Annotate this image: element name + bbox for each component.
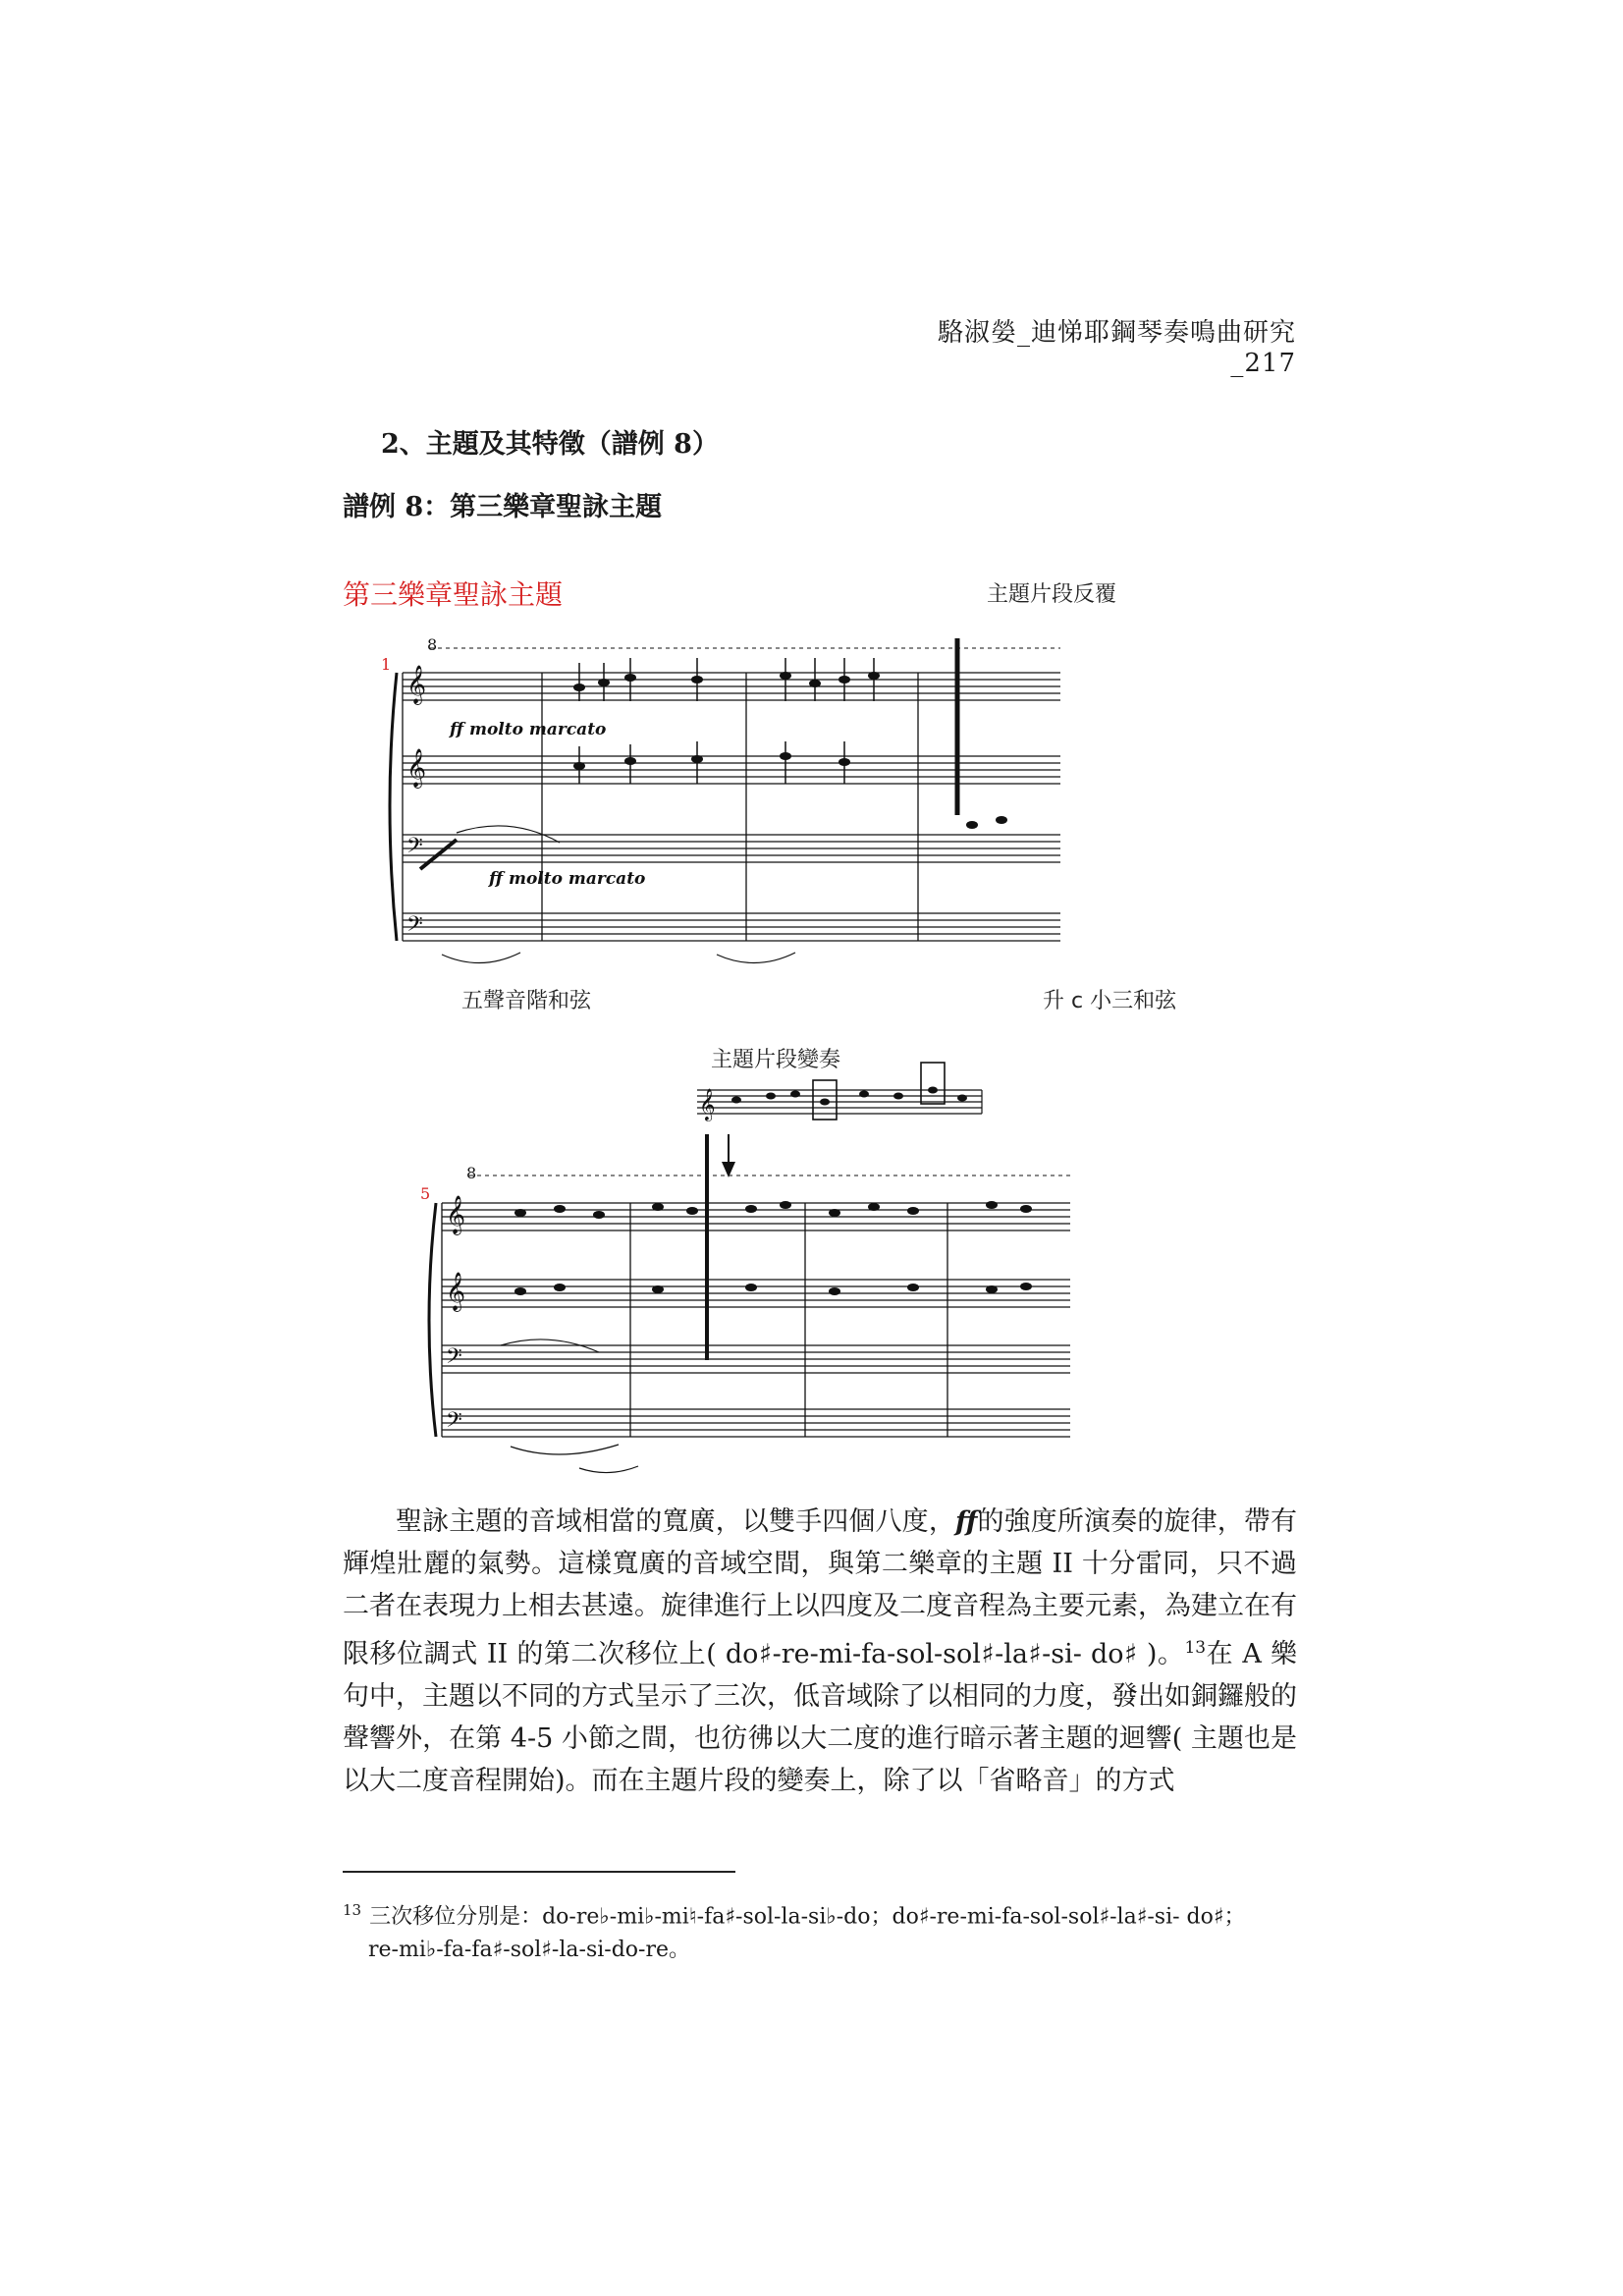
body-paragraph: 聖詠主題的音域相當的寬廣，以雙手四個八度，ff的強度所演奏的旋律，帶有輝煌壯麗的氣勢。這樣寬廣的音域空間，與第二樂章的主題 II 十分雷同，只不過二者在表現力上相去甚遠。旋律進行上以四度及二度音程為主要元素，為建立在有限移位調式 II 的第二次移位上( do♯-re-mi-fa-sol-sol♯-la♯-si- do♯ )。$^{13}$在 A 樂句中，主題以不同的方式呈示了三次，低音域除了以相同的力度，發出如銅鑼般的聲響外，在第 4-5 小節之間，也彷彿以大二度的進行暗示著主題的迴響( 主題也是以大二度音程開始)。而在主題片段的變奏上，除了以「省略音」的方式 — [343, 1506, 1298, 1796]
svg-text:𝄢: 𝄢 — [446, 1344, 462, 1374]
score-system-1 — [373, 619, 1080, 992]
measure-number-1: 1 — [381, 655, 392, 674]
footnote-ref: 13 — [1184, 1638, 1207, 1658]
figure-red-caption: 第三樂章聖詠主題 — [343, 578, 564, 611]
measure-number-5: 5 — [420, 1184, 431, 1203]
svg-text:𝄞: 𝄞 — [446, 1195, 466, 1234]
dynamic-marking-2: ff molto marcato — [489, 869, 646, 889]
svg-text:𝄞: 𝄞 — [406, 665, 427, 704]
svg-text:𝄞: 𝄞 — [446, 1272, 466, 1311]
score-system-2 — [412, 1134, 1080, 1488]
label-theme-repeat: 主題片段反覆 — [987, 582, 1117, 607]
ottava-mark-2: 8 — [466, 1164, 477, 1182]
svg-text:𝄢: 𝄢 — [446, 1408, 462, 1438]
footnote-number: 13 — [343, 1901, 362, 1919]
running-header: 駱淑嫈_迪悌耶鋼琴奏鳴曲研究 _217 — [937, 318, 1296, 378]
label-theme-variation: 主題片段變奏 — [711, 1048, 841, 1072]
label-pentatonic-chord: 五聲音階和弦 — [461, 989, 592, 1013]
dynamic-marking-1: ff molto marcato — [450, 720, 607, 739]
svg-text:𝄞: 𝄞 — [699, 1088, 716, 1121]
section-heading: 2、主題及其特徵（譜例 8） — [381, 429, 719, 460]
staff-4 — [403, 913, 1060, 941]
staff-3 — [403, 835, 1060, 862]
label-csharp-minor-triad: 升 c 小三和弦 — [1043, 989, 1177, 1013]
example-title: 譜例 8：第三樂章聖詠主題 — [343, 492, 663, 522]
footnote — [343, 1893, 1297, 1967]
footnote-rule — [343, 1871, 735, 1873]
svg-text:𝄢: 𝄢 — [406, 912, 423, 942]
footnote-line-2: re-mi♭-fa-fa♯-sol♯-la-si-do-re。 — [368, 1938, 691, 1963]
staff-1 — [403, 673, 1060, 700]
svg-text:𝄢: 𝄢 — [406, 834, 423, 863]
footnote-line-1: 三次移位分別是：do-re♭-mi♭-mi♮-fa♯-sol-la-si♭-do；do♯-re-mi-fa-sol-sol♯-la♯-si- do♯； — [369, 1904, 1246, 1930]
ff-dynamic: ff — [954, 1506, 978, 1537]
ottava-mark: 8 — [427, 635, 438, 654]
svg-text:𝄞: 𝄞 — [406, 748, 427, 788]
staff-2 — [403, 756, 1060, 784]
variation-inset-staff — [697, 1061, 992, 1129]
